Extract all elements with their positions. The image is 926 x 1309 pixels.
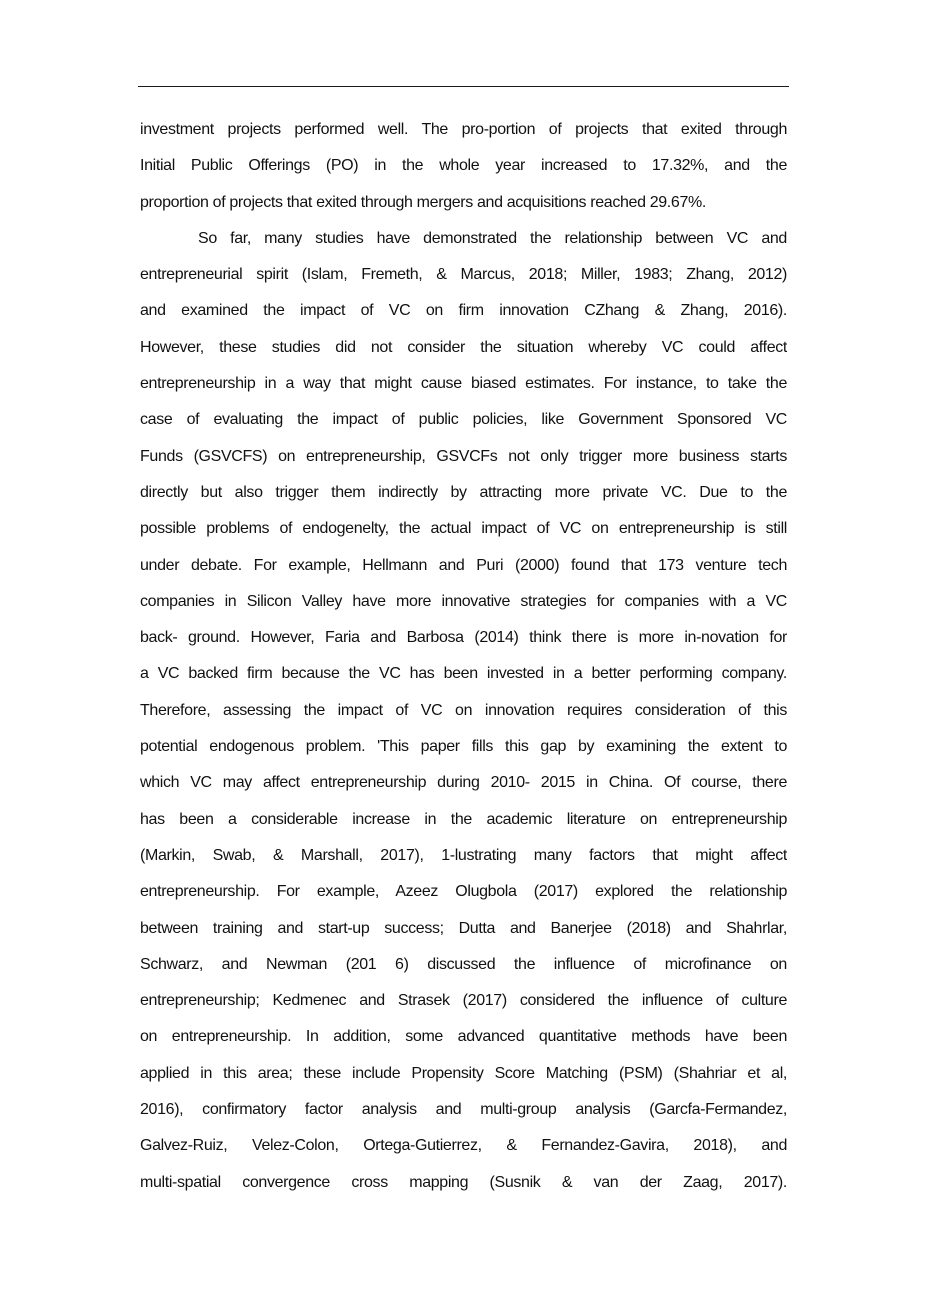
text-line: multi-spatial convergence cross mapping (Susnik & van der Zaag, 2017). <box>140 1173 787 1191</box>
text-line: on entrepreneurship. In addition, some advanced quantitative methods have been <box>140 1028 787 1046</box>
text-line: between training and start-up success; Dutta and Banerjee (2018) and Shahrlar, <box>140 919 787 937</box>
text-line: a VC backed firm because the VC has been invested in a better performing company. <box>140 665 787 683</box>
text-line: (Markin, Swab, & Marshall, 2017), 1-lustrating many factors that might affect <box>140 846 787 864</box>
text-line: which VC may affect entrepreneurship during 2010- 2015 in China. Of course, there <box>140 774 787 792</box>
body-text <box>140 112 787 1201</box>
header-rule <box>138 86 789 87</box>
text-line: companies in Silicon Valley have more innovative strategies for companies with a VC <box>140 592 787 610</box>
text-line: and examined the impact of VC on firm innovation CZhang & Zhang, 2016). <box>140 302 787 320</box>
text-line: possible problems of endogenelty, the actual impact of VC on entrepreneurship is still <box>140 520 787 538</box>
text-line: Initial Public Offerings (PO) in the whole year increased to 17.32%, and the <box>140 157 787 175</box>
text-line: directly but also trigger them indirectly by attracting more private VC. Due to the <box>140 483 787 501</box>
text-line: entrepreneurship in a way that might cause biased estimates. For instance, to take the <box>140 375 787 393</box>
text-line: investment projects performed well. The pro-portion of projects that exited through <box>140 121 787 138</box>
text-line: Therefore, assessing the impact of VC on innovation requires consideration of this <box>140 701 787 719</box>
text-line: Funds (GSVCFS) on entrepreneurship, GSVCFs not only trigger more business starts <box>140 447 787 465</box>
paragraph-start-line: So far, many studies have demonstrated the relationship between VC and <box>198 229 787 247</box>
text-line: under debate. For example, Hellmann and Puri (2000) found that 173 venture tech <box>140 556 787 574</box>
text-line: applied in this area; these include Propensity Score Matching (PSM) (Shahriar et al, <box>140 1064 787 1082</box>
text-line: has been a considerable increase in the academic literature on entrepreneurship <box>140 810 787 828</box>
text-line: proportion of projects that exited through mergers and acquisitions reached 29.67%. <box>140 193 706 211</box>
text-line: However, these studies did not consider the situation whereby VC could affect <box>140 338 787 356</box>
text-line: entrepreneurship. For example, Azeez Olugbola (2017) explored the relationship <box>140 883 787 901</box>
text-line: 2016), confirmatory factor analysis and multi-group analysis (Garcfa-Fermandez, <box>140 1101 787 1119</box>
text-line: case of evaluating the impact of public policies, like Government Sponsored VC <box>140 411 787 429</box>
text-line: Galvez-Ruiz, Velez-Colon, Ortega-Gutierrez, & Fernandez-Gavira, 2018), and <box>140 1137 787 1155</box>
text-line: entrepreneurship; Kedmenec and Strasek (2017) considered the influence of culture <box>140 992 787 1010</box>
text-line: potential endogenous problem. 'This paper fills this gap by examining the extent to <box>140 738 787 756</box>
text-line: back- ground. However, Faria and Barbosa (2014) think there is more in-novation for <box>140 629 787 647</box>
text-line: entrepreneurial spirit (Islam, Fremeth, & Marcus, 2018; Miller, 1983; Zhang, 2012) <box>140 266 787 284</box>
text-line: Schwarz, and Newman (201 6) discussed the influence of microfinance on <box>140 955 787 973</box>
